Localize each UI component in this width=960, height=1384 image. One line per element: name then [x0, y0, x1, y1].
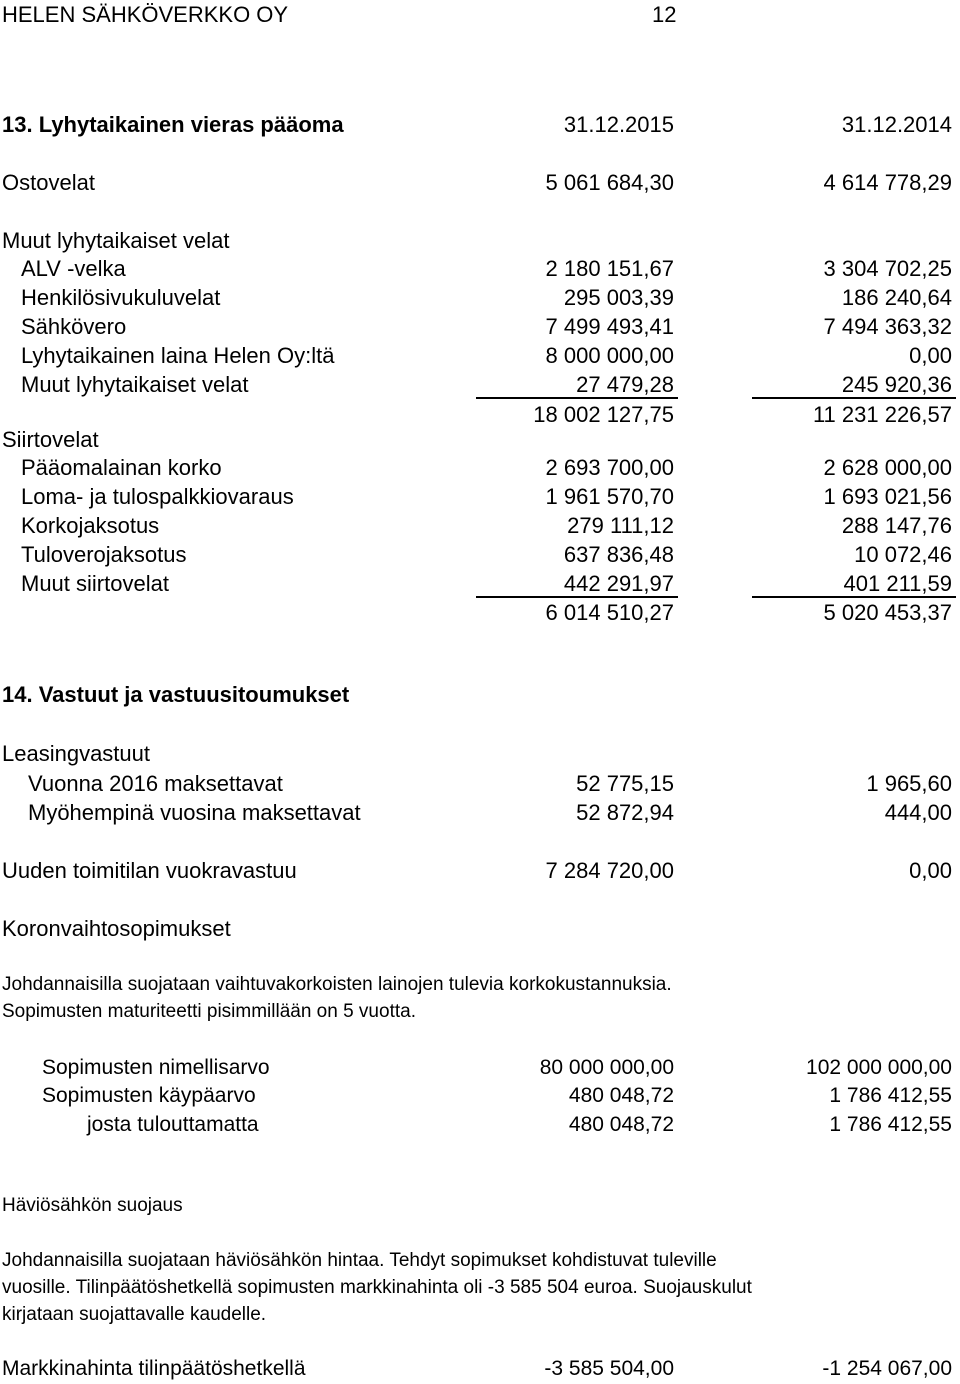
row-label: Vuonna 2016 maksettavat [28, 771, 283, 796]
row-value-2015: 1 961 570,70 [545, 484, 674, 509]
row-value-2014: 444,00 [884, 800, 952, 825]
row-value-2014: 7 494 363,32 [823, 314, 952, 339]
haviosahko-text-line: Johdannaisilla suojataan häviösähkön hintaa. Tehdyt sopimukset kohdistuvat tuleville [2, 1250, 717, 1271]
row-value-2014: 245 920,36 [841, 372, 952, 397]
row-value-2014: -1 254 067,00 [822, 1357, 952, 1380]
ostovelat-label: Ostovelat [2, 170, 95, 195]
row-value-2015: 480 048,72 [568, 1084, 674, 1107]
koronvaihto-text-line: Sopimusten maturiteetti pisimmillään on 5 vuotta. [2, 1001, 416, 1022]
row-value-2015: -3 585 504,00 [544, 1357, 674, 1380]
subtotal-underline-2014 [752, 596, 956, 598]
row-value-2015: 52 872,94 [576, 800, 674, 825]
note-13-title: 13. Lyhytaikainen vieras pääoma [2, 112, 344, 137]
row-label: Tuloverojaksotus [21, 542, 187, 567]
subtotal-underline-2014 [752, 397, 956, 399]
row-value-2014: 1 693 021,56 [823, 484, 952, 509]
ostovelat-2015: 5 061 684,30 [545, 170, 674, 195]
row-value-2014: 401 211,59 [843, 571, 952, 596]
row-value-2015: 7 499 493,41 [545, 314, 674, 339]
row-value-2015: 295 003,39 [563, 285, 674, 310]
haviosahko-text-line: kirjataan suojattavalle kaudelle. [2, 1304, 267, 1325]
row-value-2015: 8 000 000,00 [545, 343, 674, 368]
col-header-2015: 31.12.2015 [563, 112, 674, 137]
row-label: Myöhempinä vuosina maksettavat [28, 800, 361, 825]
subtotal-underline-2015 [476, 397, 678, 399]
company-name: HELEN SÄHKÖVERKKO OY [2, 2, 289, 27]
row-label: Sopimusten nimellisarvo [42, 1056, 270, 1079]
row-value-2014: 0,00 [909, 343, 952, 368]
siirtovelat-heading: Siirtovelat [2, 427, 99, 452]
row-value-2014: 1 786 412,55 [829, 1084, 952, 1107]
row-value-2014: 0,00 [909, 858, 952, 883]
muut-velat-total-2014: 11 231 226,57 [812, 402, 952, 427]
row-value-2015: 27 479,28 [576, 372, 674, 397]
row-label: Loma- ja tulospalkkiovaraus [21, 484, 294, 509]
row-label: ALV -velka [21, 256, 126, 281]
row-value-2015: 442 291,97 [563, 571, 674, 596]
haviosahko-text-line: vuosille. Tilinpäätöshetkellä sopimusten markkinahinta oli -3 585 504 euroa. Suojauskulut [2, 1277, 752, 1298]
row-value-2015: 637 836,48 [563, 542, 674, 567]
row-value-2015: 279 111,12 [567, 513, 674, 538]
row-value-2015: 7 284 720,00 [545, 858, 674, 883]
row-label: josta tulouttamatta [87, 1113, 259, 1136]
ostovelat-2014: 4 614 778,29 [823, 170, 952, 195]
row-value-2015: 80 000 000,00 [539, 1056, 674, 1079]
row-label: Pääomalainan korko [21, 455, 222, 480]
row-value-2014: 1 786 412,55 [829, 1113, 952, 1136]
row-value-2014: 1 965,60 [866, 771, 952, 796]
row-value-2014: 3 304 702,25 [823, 256, 952, 281]
row-value-2014: 2 628 000,00 [823, 455, 952, 480]
row-label: Lyhytaikainen laina Helen Oy:ltä [21, 343, 335, 368]
col-header-2014: 31.12.2014 [841, 112, 952, 137]
leasing-heading: Leasingvastuut [2, 741, 150, 766]
note-14-title: 14. Vastuut ja vastuusitoumukset [2, 682, 350, 707]
siirtovelat-total-2014: 5 020 453,37 [823, 600, 952, 625]
koronvaihto-heading: Koronvaihtosopimukset [2, 916, 231, 941]
row-value-2014: 102 000 000,00 [806, 1056, 952, 1079]
row-value-2014: 186 240,64 [841, 285, 952, 310]
row-value-2015: 2 180 151,67 [545, 256, 674, 281]
row-value-2014: 10 072,46 [854, 542, 952, 567]
haviosahko-heading: Häviösähkön suojaus [2, 1195, 183, 1216]
row-label: Korkojaksotus [21, 513, 160, 538]
row-label: Markkinahinta tilinpäätöshetkellä [2, 1357, 306, 1380]
row-value-2015: 480 048,72 [568, 1113, 674, 1136]
koronvaihto-text-line: Johdannaisilla suojataan vaihtuvakorkoisten lainojen tulevia korkokustannuksia. [2, 974, 672, 995]
row-label: Muut siirtovelat [21, 571, 169, 596]
row-label: Sähkövero [21, 314, 127, 339]
row-label: Sopimusten käypäarvo [42, 1084, 256, 1107]
row-value-2015: 52 775,15 [576, 771, 674, 796]
siirtovelat-total-2015: 6 014 510,27 [545, 600, 674, 625]
muut-velat-total-2015: 18 002 127,75 [533, 402, 674, 427]
row-value-2015: 2 693 700,00 [545, 455, 674, 480]
page-number: 12 [652, 2, 677, 27]
subtotal-underline-2015 [476, 596, 678, 598]
row-label: Muut lyhytaikaiset velat [21, 372, 249, 397]
muut-velat-heading: Muut lyhytaikaiset velat [2, 228, 230, 253]
row-label: Henkilösivukuluvelat [21, 285, 221, 310]
row-label: Uuden toimitilan vuokravastuu [2, 858, 297, 883]
row-value-2014: 288 147,76 [841, 513, 952, 538]
